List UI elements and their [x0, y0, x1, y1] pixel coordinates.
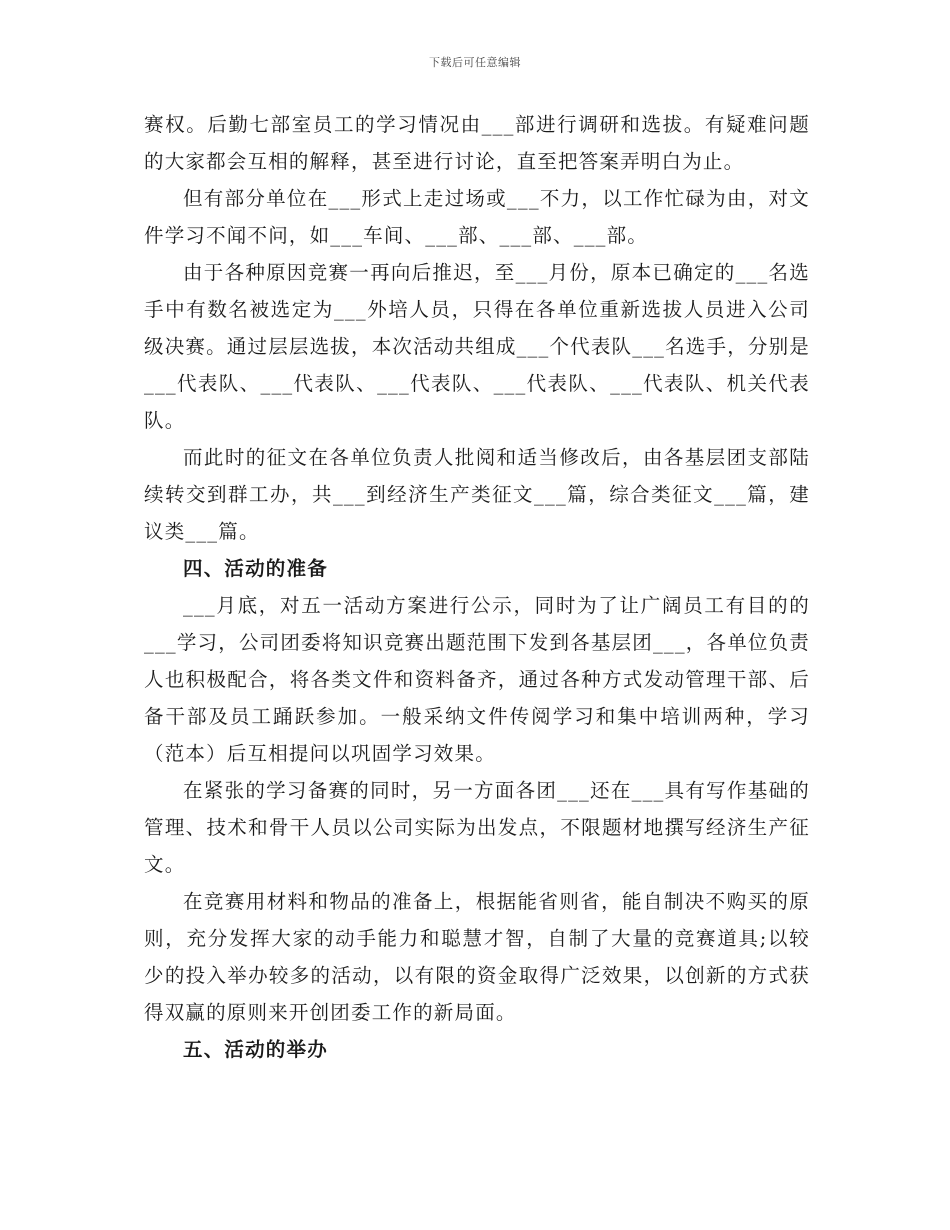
paragraph-announcement: ___月底，对五一活动方案进行公示，同时为了让广阔员工有目的的___学习，公司团委将知识竞赛出题范围下发到各基层团___，各单位负责人也积极配合，将各类文件和资料备齐，通过各种方式发动管理干部、后备干部及员工踊跃参加。一般采纳文件传阅学习和集中培训两种，学习（范本）后互相提问以巩固学习效果。: [144, 594, 811, 765]
section-heading-preparation: 四、活动的准备: [183, 557, 328, 580]
paragraph-essays: 而此时的征文在各单位负责人批阅和适当修改后，由各基层团支部陆续转交到群工办，共___到经济生产类征文___篇，综合类征文___篇，建议类___篇。: [144, 446, 810, 543]
paragraph-continuation: 赛权。后勤七部室员工的学习情况由___部进行调研和选拔。有疑难问题的大家都会互相的解释，甚至进行讨论，直至把答案弄明白为止。: [144, 113, 810, 173]
page-header-note: 下载后可任意编辑: [429, 56, 521, 69]
paragraph-writing: 在紧张的学习备赛的同时，另一方面各团___还在___具有写作基础的管理、技术和骨干人员以公司实际为出发点，不限题材地撰写经济生产征文。: [144, 779, 810, 876]
paragraph-formality: 但有部分单位在___形式上走过场或___不力，以工作忙碌为由，对文件学习不闻不问，如___车间、___部、___部、___部。: [144, 187, 810, 247]
document-body: [144, 106, 810, 1068]
section-heading-event: 五、活动的举办: [183, 1038, 328, 1061]
paragraph-materials: 在竞赛用材料和物品的准备上，根据能省则省，能自制决不购买的原则，充分发挥大家的动手能力和聪慧才智，自制了大量的竞赛道具;以较少的投入举办较多的活动，以有限的资金取得广泛效果，以创新的方式获得双赢的原则来开创团委工作的新局面。: [144, 890, 810, 1024]
paragraph-delay: 由于各种原因竞赛一再向后推迟，至___月份，原本已确定的___名选手中有数名被选定为___外培人员，只得在各单位重新选拔人员进入公司级决赛。通过层层选拔，本次活动共组成___个代表队___名选手，分别是___代表队、___代表队、___代表队、___代表队、___代表队、机关代表队。: [144, 261, 811, 432]
